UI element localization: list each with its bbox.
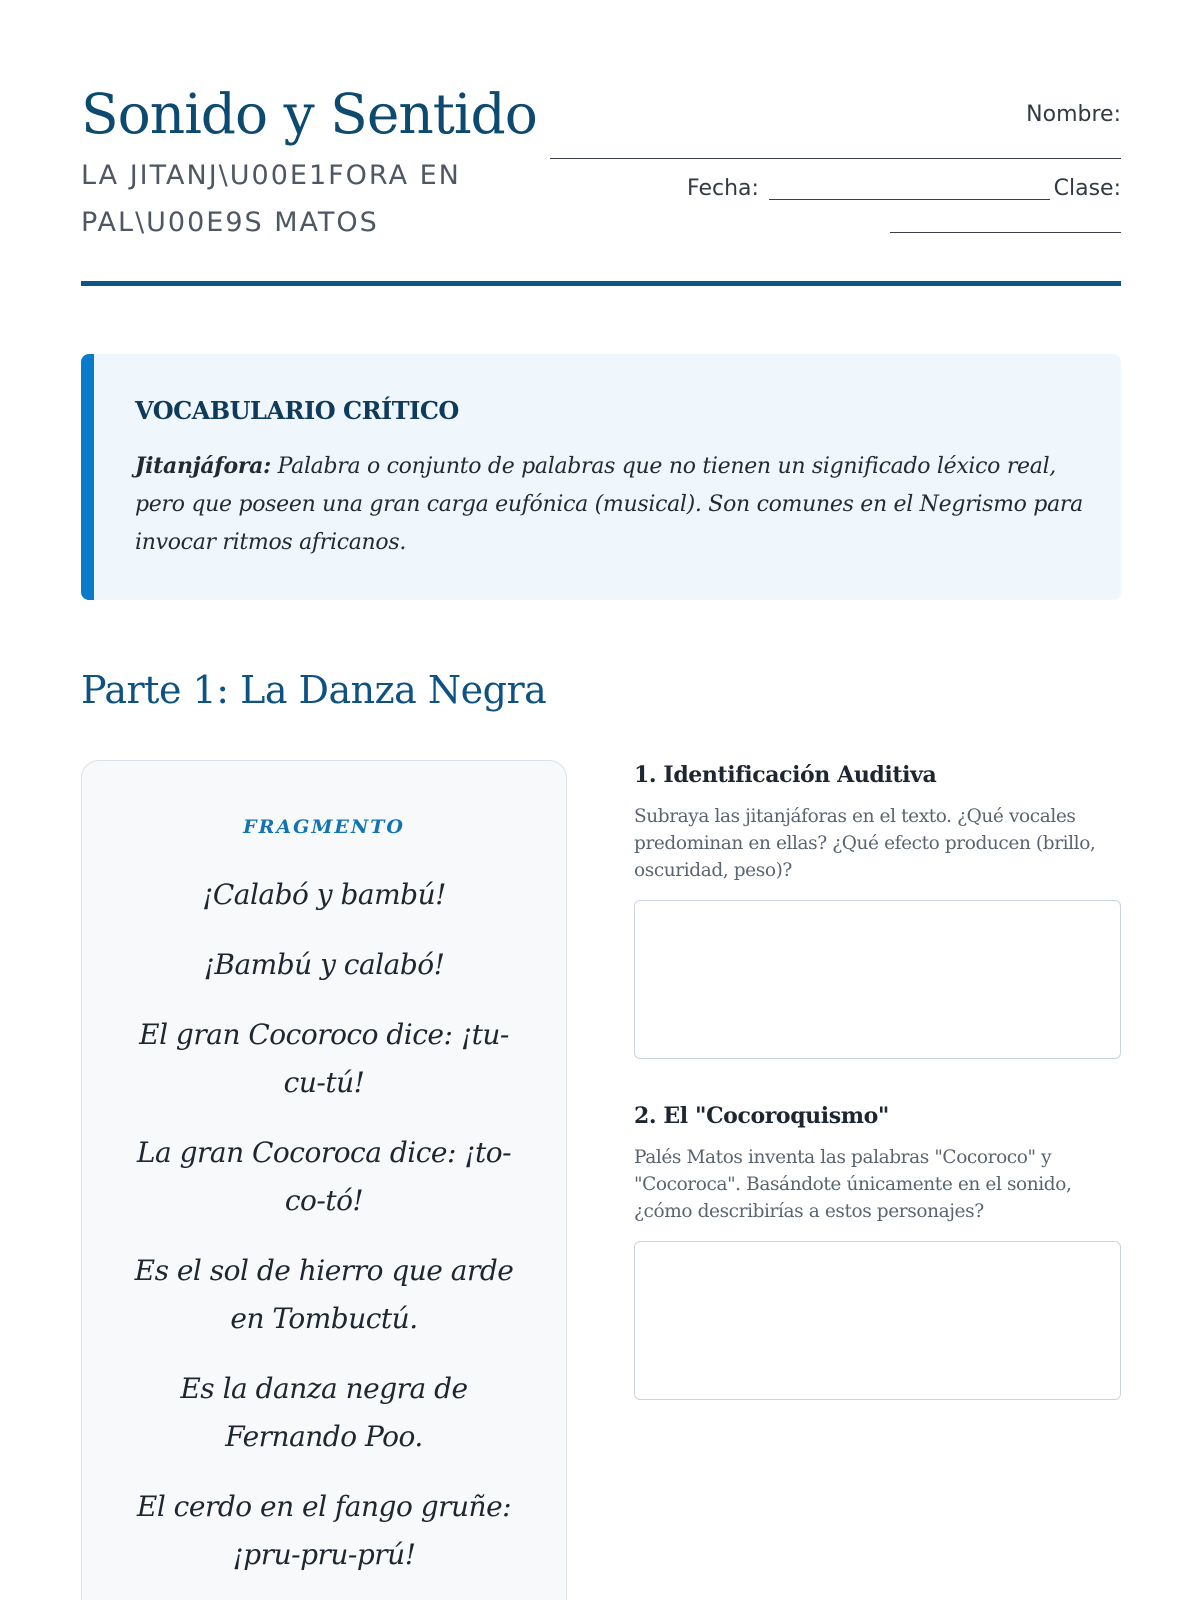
poem-lines xyxy=(122,871,526,1600)
question-2-title: 2. El "Cocoroquismo" xyxy=(634,1103,889,1129)
date-field[interactable] xyxy=(769,199,1050,200)
poem-line: Es la danza negra de Fernando Poo. xyxy=(180,1372,468,1453)
poem-line: El gran Cocoroco dice: ¡tu-cu-tú! xyxy=(139,1018,509,1099)
header-divider xyxy=(81,281,1121,286)
answer-box-1[interactable] xyxy=(634,900,1121,1059)
vocabulary-definition-block xyxy=(135,447,1085,562)
name-label: Nombre: xyxy=(1026,102,1121,127)
question-1-title: 1. Identificación Auditiva xyxy=(634,762,937,788)
page-subtitle: LA JITANJ\U00E1FORA EN PAL\U00E9S MATOS xyxy=(81,160,461,238)
question-2 xyxy=(634,1103,1121,1225)
question-1-prompt: Subraya las jitanjáforas en el texto. ¿Qué vocales predominan en ellas? ¿Qué efecto producen (brillo, oscuridad, peso)? xyxy=(634,806,1096,881)
date-label: Fecha: xyxy=(687,176,759,201)
part-1-title: Parte 1: La Danza Negra xyxy=(81,668,547,712)
vocabulary-heading: VOCABULARIO CRÍTICO xyxy=(135,396,459,425)
poem-line: La gran Cocoroca dice: ¡to-co-tó! xyxy=(136,1136,512,1217)
class-field[interactable] xyxy=(890,232,1121,233)
vocabulary-definition: Palabra o conjunto de palabras que no tienen un significado léxico real, pero que poseen una gran carga eufónica (musical). Son comunes en el Negrismo para invocar ritmos africanos. xyxy=(135,454,1083,555)
class-label: Clase: xyxy=(1053,176,1121,201)
name-field[interactable] xyxy=(550,158,1121,159)
question-2-prompt: Palés Matos inventa las palabras "Cocoroco" y "Cocoroca". Basándote únicamente en el sonido, ¿cómo describirías a estos personajes? xyxy=(634,1147,1072,1222)
poem-fragment-box xyxy=(81,760,567,1600)
question-1 xyxy=(634,762,1121,884)
poem-line: El cerdo en el fango gruñe: ¡pru-pru-prú! xyxy=(136,1490,512,1571)
vocabulary-callout xyxy=(81,354,1121,600)
poem-line: Es el sol de hierro que arde en Tombuctú. xyxy=(134,1254,514,1335)
poem-line: ¡Bambú y calabó! xyxy=(203,948,445,981)
answer-box-2[interactable] xyxy=(634,1241,1121,1400)
page-title: Sonido y Sentido xyxy=(81,82,537,146)
fragment-label: FRAGMENTO xyxy=(243,816,405,838)
poem-line: ¡Calabó y bambú! xyxy=(202,878,446,911)
vocabulary-term: Jitanjáfora: xyxy=(135,453,271,479)
worksheet-header xyxy=(81,82,1121,287)
